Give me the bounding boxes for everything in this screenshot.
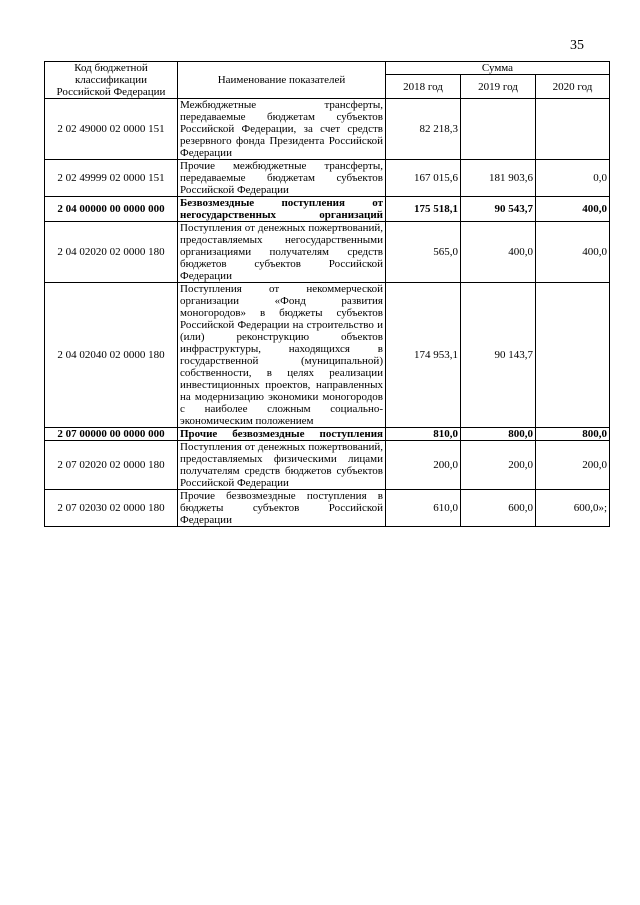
- row-value-2018: 810,0: [386, 428, 461, 441]
- row-code: 2 04 00000 00 0000 000: [45, 197, 178, 222]
- header-2018: 2018 год: [386, 75, 461, 99]
- row-code: 2 02 49000 02 0000 151: [45, 99, 178, 160]
- row-value-2020: 400,0: [536, 197, 610, 222]
- row-value-2019: 90 143,7: [461, 283, 536, 428]
- row-value-2020: 800,0: [536, 428, 610, 441]
- budget-table: [44, 61, 610, 527]
- row-value-2018: 167 015,6: [386, 160, 461, 197]
- row-name: Прочие межбюджетные трансферты, передаваемые бюджетам субъектов Российской Федерации: [178, 160, 386, 197]
- row-code: 2 04 02040 02 0000 180: [45, 283, 178, 428]
- row-value-2018: 174 953,1: [386, 283, 461, 428]
- row-name: Безвозмездные поступления от негосударственных организаций: [178, 197, 386, 222]
- row-code: 2 02 49999 02 0000 151: [45, 160, 178, 197]
- row-value-2020: [536, 283, 610, 428]
- row-code: 2 04 02020 02 0000 180: [45, 222, 178, 283]
- table-row: [45, 490, 610, 527]
- row-value-2020: 400,0: [536, 222, 610, 283]
- row-value-2018: 610,0: [386, 490, 461, 527]
- row-value-2019: 800,0: [461, 428, 536, 441]
- table-row: [45, 99, 610, 160]
- row-name: Поступления от некоммерческой организации «Фонд развития моногородов» в бюджеты субъектов Российской Федерации на строительство и (или) реконструкцию объектов инфраструктуры, находящихся в государственной (муниципальной) собственности, в целях реализации инвестиционных проектов, направленных на модернизацию экономики моногородов с наиболее сложным социально-экономическим положением: [178, 283, 386, 428]
- header-code: Код бюджетной классификации Российской Федерации: [45, 62, 178, 99]
- row-code: 2 07 00000 00 0000 000: [45, 428, 178, 441]
- row-value-2019: 600,0: [461, 490, 536, 527]
- row-value-2018: 82 218,3: [386, 99, 461, 160]
- row-value-2020: 600,0»;: [536, 490, 610, 527]
- table-row: [45, 441, 610, 490]
- table-row: [45, 160, 610, 197]
- row-value-2020: [536, 99, 610, 160]
- row-name: Поступления от денежных пожертвований, предоставляемых негосударственными организациями получателям средств бюджетов субъектов Российской Федерации: [178, 222, 386, 283]
- page-number: 35: [570, 38, 584, 53]
- row-name: Поступления от денежных пожертвований, предоставляемых физическими лицами получателям средств бюджетов субъектов Российской Федерации: [178, 441, 386, 490]
- row-name: Прочие безвозмездные поступления в бюджеты субъектов Российской Федерации: [178, 490, 386, 527]
- table-row: [45, 222, 610, 283]
- row-value-2019: 400,0: [461, 222, 536, 283]
- row-value-2018: 175 518,1: [386, 197, 461, 222]
- header-name: Наименование показателей: [178, 62, 386, 99]
- row-code: 2 07 02030 02 0000 180: [45, 490, 178, 527]
- table-row: [45, 197, 610, 222]
- row-name: Прочие безвозмездные поступления: [178, 428, 386, 441]
- row-value-2020: 200,0: [536, 441, 610, 490]
- header-2019: 2019 год: [461, 75, 536, 99]
- table-row: [45, 428, 610, 441]
- row-value-2019: 90 543,7: [461, 197, 536, 222]
- row-value-2019: [461, 99, 536, 160]
- row-value-2018: 200,0: [386, 441, 461, 490]
- header-sum: Сумма: [386, 62, 610, 75]
- row-value-2019: 200,0: [461, 441, 536, 490]
- row-value-2019: 181 903,6: [461, 160, 536, 197]
- row-value-2018: 565,0: [386, 222, 461, 283]
- row-code: 2 07 02020 02 0000 180: [45, 441, 178, 490]
- table-row: [45, 283, 610, 428]
- header-2020: 2020 год: [536, 75, 610, 99]
- row-value-2020: 0,0: [536, 160, 610, 197]
- row-name: Межбюджетные трансферты, передаваемые бюджетам субъектов Российской Федерации, за счет средств резервного фонда Президента Российской Федерации: [178, 99, 386, 160]
